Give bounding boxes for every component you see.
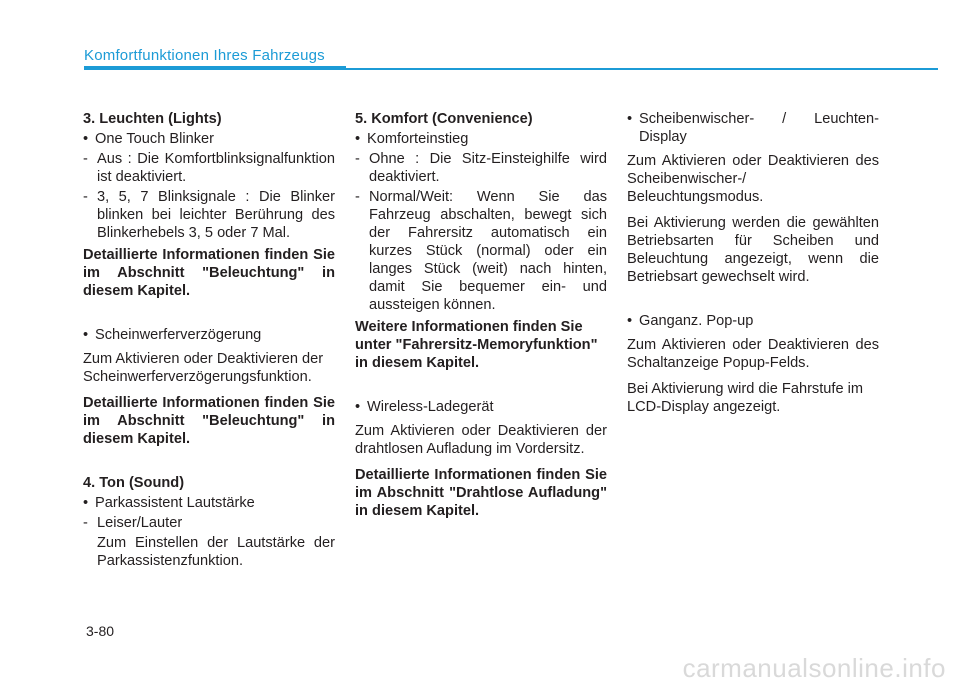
bullet-entry (355, 130, 607, 148)
bullet-one-touch (83, 130, 335, 148)
paragraph-wireless: Zum Aktivieren oder Deaktivieren der drahtlosen Aufladung im Vordersitz. (355, 423, 607, 457)
paragraph-wiper-activation: Bei Aktivierung werden die gewählten Betriebsarten für Scheiben und Beleuchtung angezeigt, wenn die Betriebsart gewechselt wird. (627, 215, 879, 285)
section-title: Komfortfunktionen Ihres Fahrzeugs (84, 47, 325, 64)
option-text: Aus : Die Komfortblinksignalfunktion ist deaktiviert. (97, 151, 335, 185)
dash-icon: - (83, 151, 88, 167)
option-normal (355, 188, 607, 314)
option-leiser (83, 514, 335, 532)
option-ohne (355, 150, 607, 186)
bullet-dot-icon: • (355, 399, 361, 415)
bullet-text: Komforteinstieg (367, 131, 469, 147)
page-number: 3-80 (86, 623, 115, 639)
dash-icon: - (83, 189, 88, 205)
option-357 (83, 188, 335, 242)
dash-icon: - (355, 189, 360, 205)
bullet-delay (83, 326, 335, 344)
bullet-text: Parkassistent Lautstärke (95, 495, 255, 511)
paragraph-wiper: Zum Aktivieren oder Deaktivieren des Scheibenwischer-/ Beleuchtungsmodus. (627, 153, 879, 205)
option-leiser-description: Zum Einstellen der Lautstärke der Parkassistenzfunktion. (97, 535, 335, 569)
note-delay: Detaillierte Informationen finden Sie im Abschnitt "Beleuchtung" in diesem Kapitel. (83, 395, 335, 447)
bullet-text: Scheinwerferverzögerung (95, 327, 262, 343)
bullet-dot-icon: • (627, 313, 633, 329)
bullet-dot-icon: • (83, 131, 89, 147)
bullet-text: Ganganz. Pop-up (639, 313, 754, 329)
header-rule-thick (84, 66, 346, 70)
paragraph-gear-activation: Bei Aktivierung wird die Fahrstufe im LCD-Display angezeigt. (627, 381, 864, 415)
bullet-dot-icon: • (355, 131, 361, 147)
note-wireless: Detaillierte Informationen finden Sie im Abschnitt "Drahtlose Aufladung" in diesem Kapitel. (355, 467, 607, 519)
option-text: Ohne : Die Sitz-Einsteighilfe wird deaktiviert. (369, 151, 607, 185)
heading-sound: 4. Ton (Sound) (83, 475, 185, 491)
bullet-dot-icon: • (627, 111, 633, 127)
bullet-dot-icon: • (83, 495, 89, 511)
bullet-text: One Touch Blinker (95, 131, 214, 147)
paragraph-gear: Zum Aktivieren oder Deaktivieren des Schaltanzeige Popup-Felds. (627, 337, 879, 371)
note-memory: Weitere Informationen finden Sie unter "Fahrersitz-Memoryfunktion" in diesem Kapitel. (355, 319, 598, 371)
heading-comfort: 5. Komfort (Convenience) (355, 111, 533, 127)
bullet-text: Scheibenwischer- / Leuchten-Display (639, 111, 879, 145)
dash-icon: - (355, 151, 360, 167)
column-left (83, 110, 335, 572)
note-lights: Detaillierte Informationen finden Sie im Abschnitt "Beleuchtung" in diesem Kapitel. (83, 247, 335, 299)
bullet-text: Wireless-Ladegerät (367, 399, 494, 415)
option-text: 3, 5, 7 Blinksignale : Die Blinker blinken bei leichter Berührung des Blinkerhebels 3, 5 oder 7 Mal. (97, 189, 335, 241)
option-text: Leiser/Lauter (97, 515, 183, 531)
header-rule-thin (346, 68, 938, 70)
bullet-wireless (355, 398, 607, 416)
option-text: Normal/Weit: Wenn Sie das Fahrzeug abschalten, bewegt sich der Fahrersitz automatisch ein kurzes Stück (normal) oder ein langes Stück (weit) nach hinten, damit Sie bequemer ein- und aussteigen können. (369, 189, 607, 313)
heading-lights: 3. Leuchten (Lights) (83, 111, 222, 127)
bullet-wiper (627, 110, 879, 146)
dash-icon: - (83, 515, 88, 531)
column-middle (355, 110, 607, 528)
paragraph-delay: Zum Aktivieren oder Deaktivieren der Scheinwerferverzögerungsfunktion. (83, 351, 324, 385)
bullet-park-volume (83, 494, 335, 512)
option-aus (83, 150, 335, 186)
bullet-dot-icon: • (83, 327, 89, 343)
column-right (627, 110, 879, 424)
watermark: carmanualsonline.info (682, 653, 946, 683)
bullet-gear (627, 312, 879, 330)
